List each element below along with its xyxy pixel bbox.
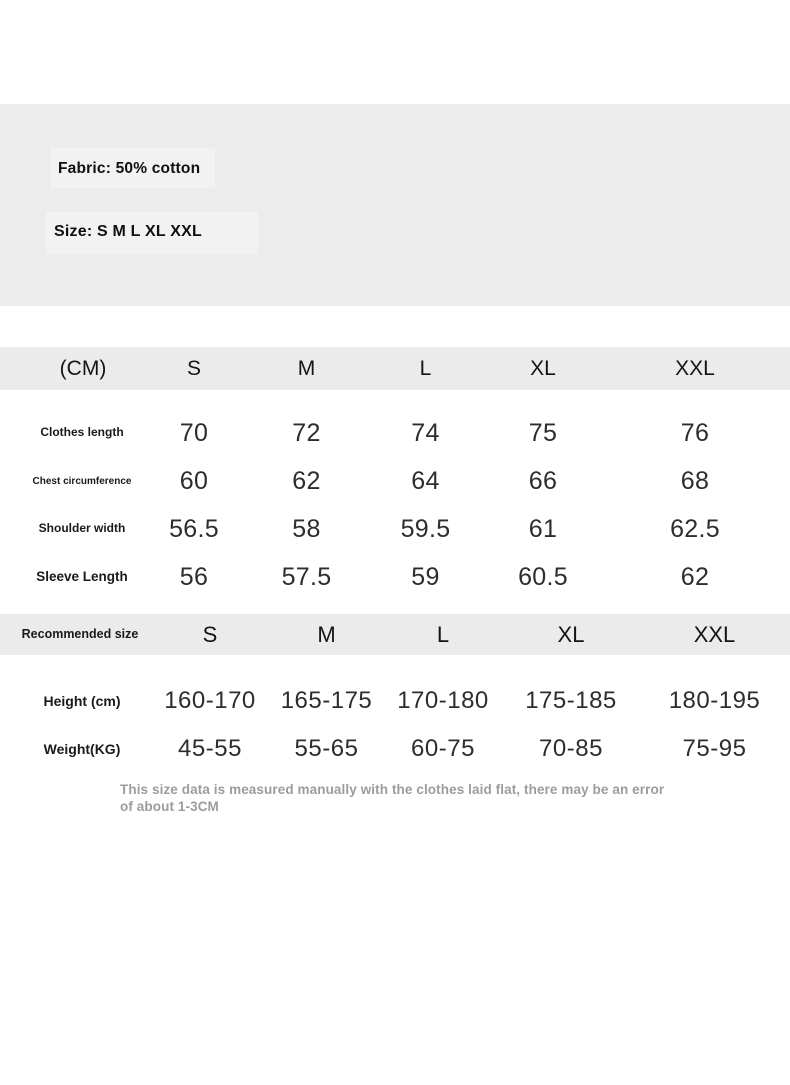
- cell-value: 64: [411, 466, 440, 495]
- table-row-chest-circumference: [0, 457, 790, 505]
- column-header-s: S: [186, 356, 201, 380]
- cell-value: 62.5: [670, 514, 720, 543]
- cell-value: 66: [528, 466, 558, 495]
- fabric-info: Fabric: 50% cotton: [58, 160, 201, 177]
- cell-value: 60: [179, 466, 209, 495]
- cell-value: 56.5: [169, 514, 219, 543]
- recommended-size-label: Recommended size: [21, 627, 139, 642]
- row-label: Sleeve Length: [36, 569, 128, 585]
- table-row-clothes-length: [0, 409, 790, 457]
- row-label: Clothes length: [40, 425, 124, 440]
- cell-value: 70: [179, 418, 209, 447]
- measurement-table-body: [0, 409, 790, 601]
- cell-value: 68: [680, 466, 710, 495]
- cell-value: 175-185: [525, 687, 617, 714]
- row-label: Shoulder width: [38, 521, 126, 536]
- cell-value: 62: [680, 562, 710, 591]
- measurement-note: This size data is measured manually with the clothes laid flat, there may be an error of about 1-3CM: [120, 782, 665, 815]
- cell-value: 170-180: [397, 687, 489, 714]
- cell-value: 59: [411, 562, 440, 591]
- cell-value: 70-85: [539, 735, 603, 762]
- cell-value: 160-170: [164, 687, 256, 714]
- cell-value: 61: [528, 514, 558, 543]
- cell-value: 74: [411, 418, 440, 447]
- recommended-size-table: [0, 614, 790, 773]
- cell-value: 55-65: [294, 735, 359, 762]
- cell-value: 56: [179, 562, 209, 591]
- column-header-l: L: [419, 356, 432, 380]
- cell-value: 45-55: [178, 735, 242, 762]
- column-header-m: M: [297, 356, 316, 380]
- rec-column-s: S: [202, 621, 218, 647]
- recommended-size-header: [0, 614, 790, 655]
- measurement-table-header: [0, 347, 790, 390]
- cell-value: 58: [292, 514, 321, 543]
- cell-value: 75-95: [682, 735, 747, 762]
- cell-value: 75: [528, 418, 558, 447]
- table-row-shoulder-width: [0, 505, 790, 553]
- cell-value: 62: [292, 466, 321, 495]
- column-header-xl: XL: [530, 356, 556, 380]
- cell-value: 180-195: [668, 687, 761, 714]
- rec-column-m: M: [317, 621, 336, 647]
- cell-value: 60-75: [411, 735, 475, 762]
- rec-column-l: L: [436, 621, 450, 647]
- cell-value: 72: [292, 418, 321, 447]
- rec-column-xl: XL: [557, 621, 585, 647]
- recommended-size-body: [0, 677, 790, 773]
- table-row-sleeve-length: [0, 553, 790, 601]
- unit-label: (CM): [59, 356, 107, 380]
- cell-value: 57.5: [281, 562, 332, 591]
- cell-value: 165-175: [280, 687, 373, 714]
- row-label: Height (cm): [43, 692, 121, 709]
- cell-value: 60.5: [518, 562, 568, 591]
- table-row-weight: [0, 725, 790, 773]
- product-info-block: [0, 104, 790, 306]
- cell-value: 76: [680, 418, 710, 447]
- cell-value: 59.5: [400, 514, 451, 543]
- row-label: Weight(KG): [43, 740, 121, 757]
- row-label: Chest circumference: [32, 475, 132, 487]
- column-header-xxl: XXL: [675, 356, 715, 380]
- measurement-table: [0, 347, 790, 601]
- rec-column-xxl: XXL: [693, 621, 736, 647]
- table-row-height: [0, 677, 790, 725]
- size-options-info: Size: S M L XL XXL: [54, 223, 202, 240]
